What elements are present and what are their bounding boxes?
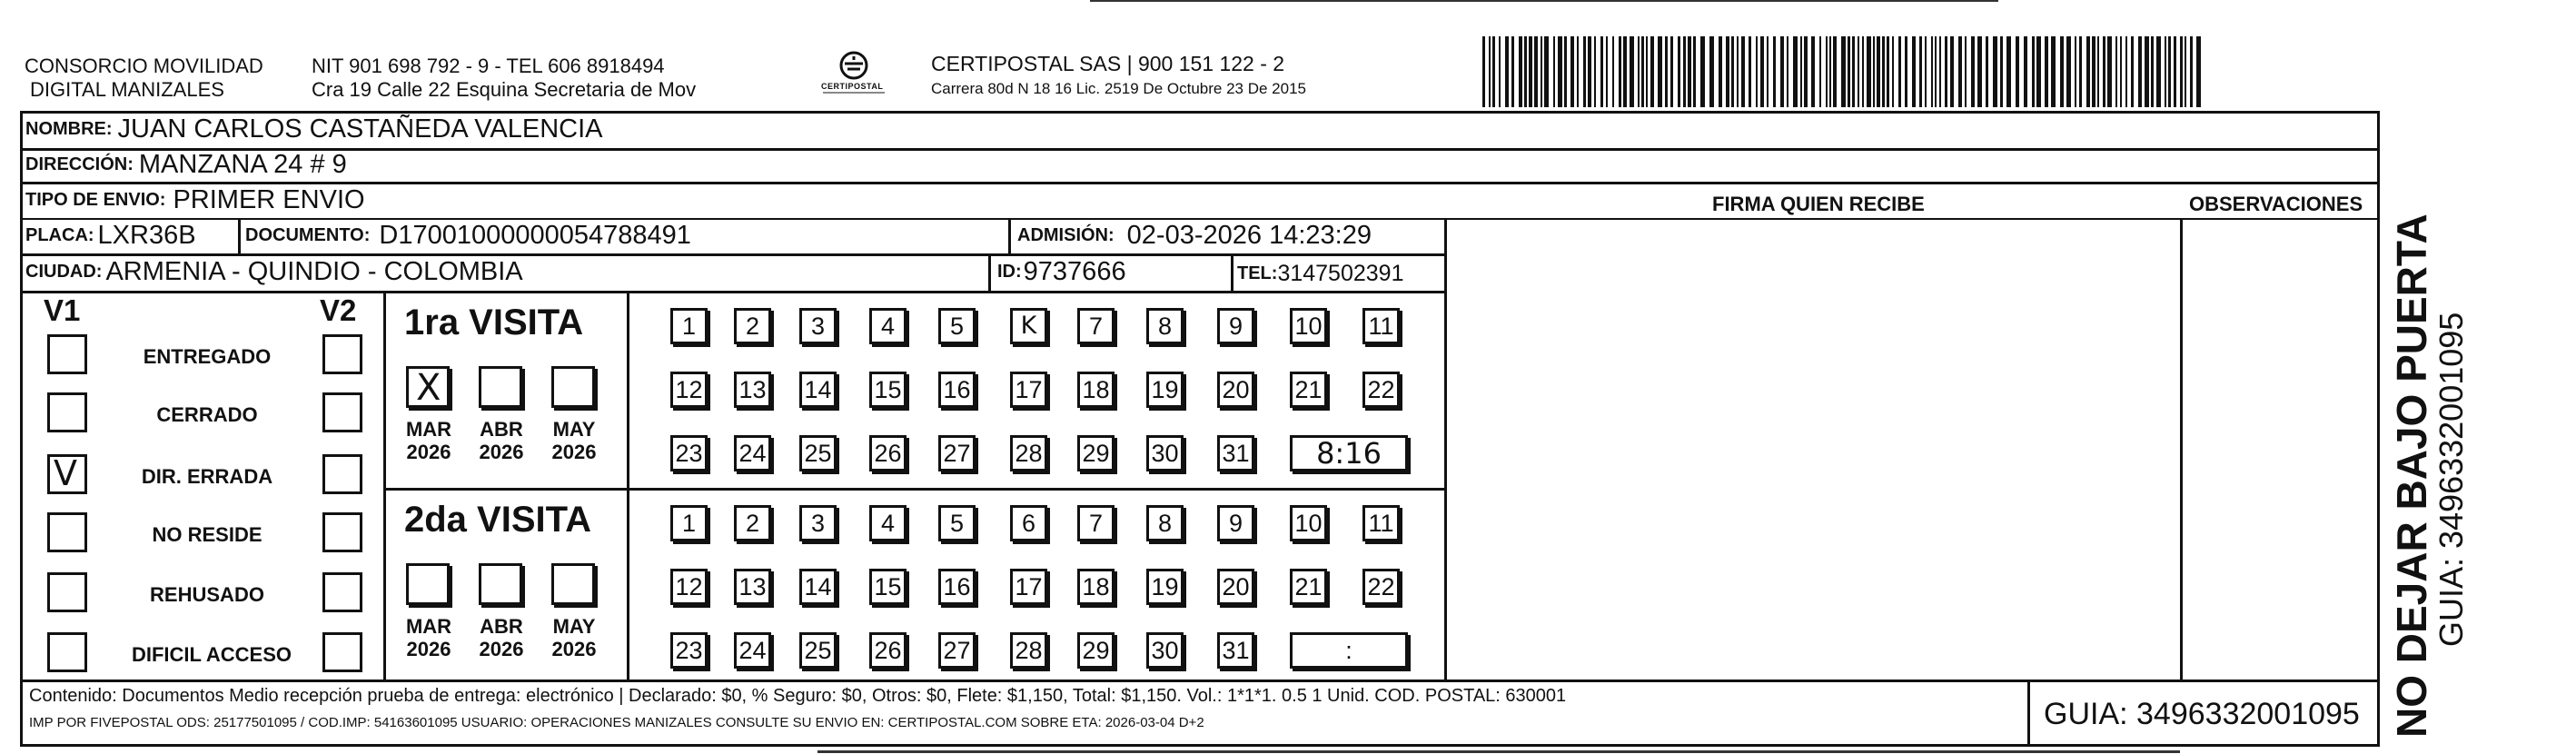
day-box[interactable]: 1 [670, 505, 708, 541]
month-year: 2026 [551, 441, 597, 463]
barcode-bar [1630, 36, 1634, 107]
day-box[interactable]: 23 [670, 632, 708, 669]
barcode-bar [1688, 36, 1691, 107]
status-label: DIFICIL ACCESO [131, 643, 292, 666]
barcode-bar [1804, 36, 1808, 107]
barcode-bar [1887, 36, 1889, 107]
month-name: ABR [480, 615, 523, 638]
barcode-bar [1965, 36, 1967, 107]
day-box[interactable]: 29 [1077, 632, 1115, 669]
day-box[interactable]: 17 [1010, 569, 1047, 605]
day-box[interactable]: 19 [1146, 569, 1184, 605]
barcode-bar [1787, 36, 1788, 107]
day-box[interactable]: 18 [1077, 569, 1115, 605]
day-box[interactable]: 25 [799, 632, 837, 669]
month-year: 2026 [406, 638, 451, 660]
documento-label: DOCUMENTO: [245, 225, 371, 245]
barcode-bar [2145, 36, 2149, 107]
month-checkbox[interactable] [406, 563, 450, 605]
nombre-label: NOMBRE: [25, 119, 113, 139]
certipostal-logo [817, 47, 890, 104]
day-box[interactable]: 22 [1362, 372, 1400, 408]
line-2 [20, 182, 2380, 184]
month-label [470, 418, 533, 463]
id-value: 9737666 [1023, 257, 1126, 286]
barcode-bar [2103, 36, 2105, 107]
month-year: 2026 [479, 441, 524, 463]
day-box[interactable]: 15 [869, 372, 907, 408]
address-text: Cra 19 Calle 22 Esquina Secretaria de Mov [312, 78, 697, 101]
day-box[interactable]: 26 [869, 632, 907, 669]
nit-text: NIT 901 698 792 - 9 - TEL 606 8918494 [312, 55, 665, 77]
barcode-bar [1577, 36, 1579, 107]
barcode-bar [1619, 36, 1621, 107]
barcode-bar [1841, 36, 1846, 107]
day-box[interactable]: 7 [1077, 308, 1115, 344]
barcode-bar [1873, 36, 1875, 107]
barcode-bar [2138, 36, 2142, 107]
barcode-bar [2006, 36, 2011, 107]
status-label: REHUSADO [150, 583, 264, 606]
day-box[interactable]: 11 [1362, 505, 1400, 541]
barcode-bar [1848, 36, 1850, 107]
day-box[interactable]: 20 [1217, 372, 1254, 408]
barcode-bar [2097, 36, 2099, 107]
status-label: ENTREGADO [143, 345, 272, 368]
v2-checkbox[interactable] [322, 572, 362, 612]
barcode-bar [1741, 36, 1745, 107]
barcode-bar [1541, 36, 1542, 107]
nombre-row [25, 114, 603, 144]
tipo-row [25, 185, 365, 215]
barcode-bar [1588, 36, 1591, 107]
barcode-bar [1709, 36, 1714, 107]
barcode-bar [1638, 36, 1640, 107]
line-footer [20, 680, 2380, 682]
footer-contenido: Contenido: Documentos Medio recepción prueba de entrega: electrónico | Declarado: $0, % Seguro: $0, Otros: $0, Flete: $1,150, Total: $1,150. Vol.: 1*1*1. 0.5 1 Unid. COD. POSTAL: 630001 [29, 686, 1567, 706]
ciudad-row [25, 257, 523, 287]
barcode-bar [1773, 36, 1776, 107]
barcode-bar [2151, 36, 2154, 107]
day-box[interactable]: 25 [799, 435, 837, 471]
id-label: ID: [997, 262, 1022, 282]
month-checkbox[interactable] [479, 366, 522, 408]
day-box[interactable]: 24 [734, 632, 771, 669]
barcode-bar [1780, 36, 1784, 107]
company-name [25, 55, 315, 102]
barcode-bar [1858, 36, 1859, 107]
v1-checkbox[interactable] [47, 392, 87, 432]
barcode-bar [1492, 36, 1495, 107]
barcode-bar [2180, 36, 2183, 107]
company-line-2: DIGITAL MANIZALES [30, 78, 224, 101]
day-box[interactable]: 13 [734, 569, 771, 605]
doc-sep [1008, 218, 1011, 254]
barcode-bar [1892, 36, 1894, 107]
barcode-bar [1945, 36, 1947, 107]
check-mark-icon: V [54, 453, 77, 493]
day-box[interactable]: 31 [1217, 632, 1254, 669]
day-box[interactable]: 20 [1217, 569, 1254, 605]
barcode-bar [1719, 36, 1722, 107]
barcode-bar [1877, 36, 1880, 107]
id-row [997, 257, 1126, 287]
day-box[interactable]: 27 [938, 632, 976, 669]
v1-checkbox[interactable] [47, 632, 87, 672]
barcode-bar [2125, 36, 2127, 107]
admision-row [1017, 221, 1372, 251]
footer-imp: IMP POR FIVEPOSTAL ODS: 25177501095 / COD.IMP: 54163601095 USUARIO: OPERACIONES MANIZALES CONSULTE SU ENVIO EN: CERTIPOSTAL.COM SOBRE ETA: 2026-03-04 D+2 [29, 715, 1204, 730]
barcode-bar [1534, 36, 1538, 107]
time-box[interactable]: : [1290, 632, 1408, 669]
month-label [397, 615, 461, 660]
day-box[interactable]: 28 [1010, 435, 1047, 471]
day-box[interactable]: 5 [938, 308, 976, 344]
line-obs-left [2180, 218, 2183, 680]
frame-right [2377, 111, 2380, 747]
barcode-bar [1489, 36, 1491, 107]
barcode-bar [1882, 36, 1885, 107]
barcode-bar [1600, 36, 1603, 107]
barcode-bar [1519, 36, 1522, 107]
day-box[interactable]: 27 [938, 435, 976, 471]
months-sep [627, 291, 629, 680]
month-checkbox[interactable] [406, 366, 450, 408]
barcode-bar [1700, 36, 1705, 107]
barcode-bar [2174, 36, 2176, 107]
day-box[interactable]: 8 [1146, 308, 1184, 344]
barcode-bar [1544, 36, 1549, 107]
barcode-bar [1558, 36, 1562, 107]
barcode-bar [2075, 36, 2076, 107]
day-box[interactable]: 22 [1362, 569, 1400, 605]
day-box[interactable]: 31 [1217, 435, 1254, 471]
barcode-bar [1731, 36, 1734, 107]
nombre-value: JUAN CARLOS CASTAÑEDA VALENCIA [117, 114, 603, 144]
ciudad-sep [988, 256, 991, 293]
day-box[interactable]: 23 [670, 435, 708, 471]
side-text [2389, 138, 2469, 738]
month-mark: X [416, 367, 441, 409]
barcode-bar [1931, 36, 1933, 107]
barcode-bar [2079, 36, 2082, 107]
day-box[interactable]: 12 [670, 372, 708, 408]
barcode-bar [1606, 36, 1608, 107]
tel-label: TEL: [1237, 263, 1278, 283]
barcode-bar [1505, 36, 1509, 107]
frame-top [20, 111, 2380, 114]
month-label [397, 418, 461, 463]
barcode-bar [1646, 36, 1648, 107]
barcode-bar [2060, 36, 2064, 107]
barcode-bar [1524, 36, 1527, 107]
v1-label: V1 [44, 293, 81, 327]
barcode-bar [2107, 36, 2112, 107]
direccion-value: MANZANA 24 # 9 [138, 150, 347, 179]
month-label [542, 615, 606, 660]
barcode-bar [1811, 36, 1815, 107]
frame-left [20, 111, 23, 747]
v1-checkbox[interactable] [47, 512, 87, 552]
barcode-bar [1499, 36, 1501, 107]
day-box[interactable]: 21 [1290, 569, 1327, 605]
day-box[interactable]: 9 [1217, 505, 1254, 541]
barcode-bar [2051, 36, 2056, 107]
day-box[interactable]: 4 [869, 505, 907, 541]
barcode-bar [2165, 36, 2166, 107]
barcode-bar [1898, 36, 1901, 107]
time-box[interactable]: 8:16 [1290, 435, 1408, 471]
barcode-bar [1867, 36, 1871, 107]
v2-label: V2 [320, 293, 357, 327]
month-label [470, 615, 533, 660]
day-box[interactable]: 29 [1077, 435, 1115, 471]
day-box[interactable]: 12 [670, 569, 708, 605]
v1-checkbox[interactable] [47, 334, 87, 374]
barcode-bar [1623, 36, 1627, 107]
day-box[interactable]: 16 [938, 372, 976, 408]
barcode [1482, 36, 2209, 107]
ciudad-value: ARMENIA - QUINDIO - COLOMBIA [105, 257, 523, 286]
month-year: 2026 [551, 638, 597, 660]
scan-mark-bottom [817, 750, 2180, 753]
tipo-label: TIPO DE ENVIO: [25, 190, 166, 210]
day-box[interactable]: 4 [869, 308, 907, 344]
id-sep [1231, 256, 1234, 293]
line-firma-left [1444, 218, 1447, 680]
footer-guia: GUIA: 3496332001095 [2044, 697, 2360, 731]
day-box[interactable]: 10 [1290, 308, 1327, 344]
barcode-bar [1564, 36, 1567, 107]
barcode-bar [1833, 36, 1837, 107]
barcode-bar [1925, 36, 1927, 107]
day-box[interactable]: 7 [1077, 505, 1115, 541]
logo-text: CERTIPOSTAL [821, 82, 884, 91]
month-label [542, 418, 606, 463]
direccion-label: DIRECCIÓN: [25, 154, 134, 174]
barcode-bar [2086, 36, 2090, 107]
tipo-value: PRIMER ENVIO [173, 185, 365, 214]
line-1 [20, 148, 2380, 151]
placa-label: PLACA: [25, 225, 94, 245]
ciudad-label: CIUDAD: [25, 262, 103, 282]
day-box[interactable]: 30 [1146, 435, 1184, 471]
admision-label: ADMISIÓN: [1017, 225, 1115, 245]
barcode-bar [1800, 36, 1802, 107]
frame-bottom [20, 744, 2380, 747]
placa-row [25, 221, 196, 251]
barcode-bar [1553, 36, 1555, 107]
barcode-bar [2190, 36, 2193, 107]
barcode-bar [1905, 36, 1907, 107]
barcode-bar [1683, 36, 1686, 107]
line-3 [20, 218, 2380, 220]
barcode-bar [2196, 36, 2201, 107]
month-name: MAR [405, 418, 452, 441]
barcode-bar [1641, 36, 1644, 107]
visit-title: 2da VISITA [404, 500, 591, 540]
barcode-bar [2131, 36, 2134, 107]
company-nit [312, 55, 784, 102]
admision-value: 02-03-2026 14:23:29 [1126, 221, 1372, 250]
barcode-bar [1912, 36, 1916, 107]
month-name: MAR [405, 615, 452, 638]
visit-sep [383, 488, 1444, 491]
footer-sep [2027, 680, 2030, 745]
month-name: ABR [480, 418, 523, 441]
barcode-bar [1986, 36, 1988, 107]
v2-checkbox[interactable] [322, 632, 362, 672]
side-no-dejar: NO DEJAR BAJO PUERTA [2388, 213, 2435, 738]
day-box[interactable]: 8 [1146, 505, 1184, 541]
day-box[interactable]: 26 [869, 435, 907, 471]
barcode-bar [1482, 36, 1485, 107]
barcode-bar [1919, 36, 1922, 107]
tel-row [1237, 261, 1403, 287]
day-box[interactable]: 28 [1010, 632, 1047, 669]
barcode-bar [1665, 36, 1668, 107]
barcode-bar [2185, 36, 2186, 107]
company-line-1: CONSORCIO MOVILIDAD [25, 55, 263, 77]
day-box[interactable]: 15 [869, 569, 907, 605]
barcode-bar [2016, 36, 2019, 107]
barcode-bar [1993, 36, 1997, 107]
barcode-bar [1852, 36, 1855, 107]
barcode-bar [1935, 36, 1937, 107]
firma-header: FIRMA QUIEN RECIBE [1712, 193, 1925, 215]
day-box[interactable]: 24 [734, 435, 771, 471]
v2-checkbox[interactable] [322, 334, 362, 374]
barcode-bar [1977, 36, 1982, 107]
day-box[interactable]: K [1010, 308, 1047, 344]
barcode-bar [1529, 36, 1532, 107]
day-box[interactable]: 1 [670, 308, 708, 344]
barcode-bar [1819, 36, 1821, 107]
scan-mark-top [1090, 0, 1998, 2]
documento-row [245, 221, 691, 251]
day-box[interactable]: 14 [799, 372, 837, 408]
barcode-bar [2092, 36, 2095, 107]
barcode-bar [1829, 36, 1831, 107]
day-box[interactable]: 30 [1146, 632, 1184, 669]
courier-name: CERTIPOSTAL SAS | 900 151 122 - 2 [931, 52, 1285, 75]
visit-title: 1ra VISITA [404, 303, 584, 342]
v1-checkbox[interactable] [47, 454, 87, 494]
day-box[interactable]: 5 [938, 505, 976, 541]
barcode-bar [2032, 36, 2035, 107]
day-box[interactable]: 16 [938, 569, 976, 605]
side-guia: GUIA: 3496332001095 [2432, 312, 2470, 647]
status-label: CERRADO [156, 403, 258, 426]
v2-checkbox[interactable] [322, 512, 362, 552]
courier-info [931, 52, 1440, 101]
day-box[interactable]: 10 [1290, 505, 1327, 541]
v2-checkbox[interactable] [322, 454, 362, 494]
barcode-bar [1726, 36, 1729, 107]
barcode-bar [1760, 36, 1764, 107]
barcode-bar [1570, 36, 1574, 107]
observaciones-header: OBSERVACIONES [2189, 193, 2363, 215]
barcode-bar [1737, 36, 1739, 107]
barcode-bar [2066, 36, 2071, 107]
barcode-bar [1756, 36, 1758, 107]
month-year: 2026 [479, 638, 524, 660]
barcode-bar [2036, 36, 2041, 107]
placa-value: LXR36B [97, 221, 196, 250]
barcode-bar [1958, 36, 1962, 107]
day-box[interactable]: 18 [1077, 372, 1115, 408]
barcode-bar [1826, 36, 1828, 107]
barcode-bar [1670, 36, 1673, 107]
month-name: MAY [552, 418, 596, 441]
barcode-bar [1583, 36, 1586, 107]
day-box[interactable]: 6 [1010, 505, 1047, 541]
v1-checkbox[interactable] [47, 572, 87, 612]
day-box[interactable]: 3 [799, 308, 837, 344]
day-box[interactable]: 17 [1010, 372, 1047, 408]
status-label: DIR. ERRADA [141, 465, 273, 488]
day-box[interactable]: 21 [1290, 372, 1327, 408]
barcode-bar [1658, 36, 1662, 107]
month-checkbox[interactable] [551, 366, 595, 408]
barcode-bar [1862, 36, 1864, 107]
logo-icon [817, 47, 890, 104]
day-box[interactable]: 3 [799, 505, 837, 541]
barcode-bar [1612, 36, 1614, 107]
tel-value: 3147502391 [1277, 261, 1404, 286]
barcode-bar [1950, 36, 1954, 107]
barcode-bar [1511, 36, 1514, 107]
barcode-bar [1749, 36, 1751, 107]
documento-value: D17001000000054788491 [379, 221, 691, 250]
courier-address: Carrera 80d N 18 16 Lic. 2519 De Octubre 23 De 2015 [931, 80, 1306, 97]
day-box[interactable]: 19 [1146, 372, 1184, 408]
barcode-bar [1693, 36, 1696, 107]
barcode-bar [1767, 36, 1769, 107]
barcode-bar [1939, 36, 1941, 107]
day-box[interactable]: 9 [1217, 308, 1254, 344]
day-box[interactable]: 11 [1362, 308, 1400, 344]
barcode-bar [2115, 36, 2117, 107]
v2-checkbox[interactable] [322, 392, 362, 432]
barcode-bar [1594, 36, 1596, 107]
status-sep [383, 291, 386, 680]
barcode-bar [2120, 36, 2122, 107]
month-name: MAY [552, 615, 596, 638]
month-checkbox[interactable] [479, 563, 522, 605]
day-box[interactable]: 13 [734, 372, 771, 408]
barcode-bar [1650, 36, 1654, 107]
placa-sep [238, 218, 241, 254]
barcode-bar [2168, 36, 2171, 107]
day-box[interactable]: 2 [734, 308, 771, 344]
month-checkbox[interactable] [551, 563, 595, 605]
day-box[interactable]: 2 [734, 505, 771, 541]
direccion-row [25, 150, 347, 180]
status-label: NO RESIDE [152, 523, 263, 546]
barcode-bar [1793, 36, 1798, 107]
barcode-bar [2024, 36, 2027, 107]
barcode-bar [1678, 36, 1680, 107]
barcode-bar [2000, 36, 2003, 107]
barcode-bar [2045, 36, 2048, 107]
barcode-bar [1971, 36, 1975, 107]
month-year: 2026 [406, 441, 451, 463]
barcode-bar [2156, 36, 2161, 107]
day-box[interactable]: 14 [799, 569, 837, 605]
